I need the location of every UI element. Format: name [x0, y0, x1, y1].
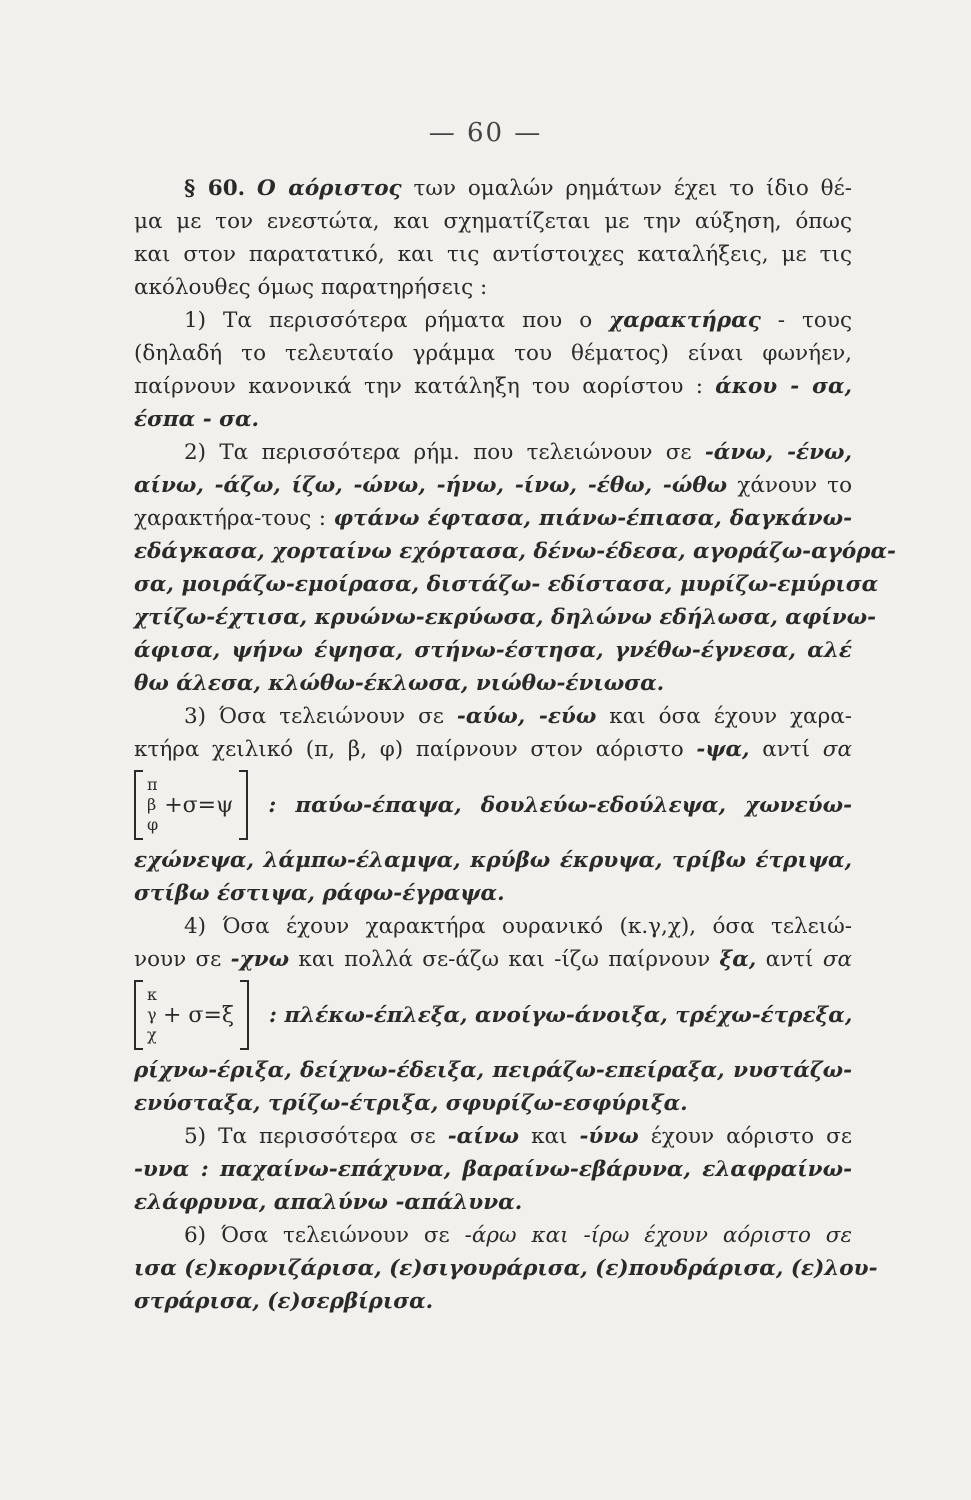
section-number: § 60. [184, 176, 246, 201]
body-text [134, 172, 896, 1318]
labial-bracket [134, 770, 248, 840]
intro-line-2: μα με τον ενεστώτα, και σχηματίζεται με την αύξηση, όπως [134, 209, 852, 234]
rule2-line-4: εδάγκασα, χορταίνω εχόρτασα, δένω-έδεσα, αγοράζω-αγόρα- [134, 539, 896, 564]
rule4-line-1: 4) Όσα έχουν χαρακτήρα ουρανικό (κ.γ,χ), όσα τελειώ- [184, 914, 852, 939]
rule2-line-5: σα, μοιράζω-εμοίρασα, διστάζω- εδίστασα, μυρίζω-εμύρισα [134, 572, 879, 597]
rule2-line-2: αίνω, -άζω, ίζω, -ώνω, -ήνω, -ίνω, -έθω, -ώθω χάνουν το [134, 473, 853, 498]
rule4-formula-row [134, 976, 852, 1054]
intro-line-1: των ομαλών ρημάτων έχει το ίδιο θέ- [413, 176, 853, 201]
bracket-left [134, 980, 143, 1050]
rule3-formula-row [134, 766, 852, 844]
bracket-left [134, 770, 143, 840]
rule4-line-2: νουν σε -χνω και πολλά σε-άζω και -ίζω παίρνουν ξα, αντί σα [134, 947, 853, 972]
section-heading-line [134, 172, 852, 205]
page-number: — 60 — [428, 118, 543, 148]
rule3-list-first: : παύω-έπαψα, δουλεύω-εδούλεψα, χωνεύω- [268, 792, 852, 818]
rule3-line-2: κτήρα χειλικό (π, β, φ) παίρνουν στον αόριστο -ψα, αντί σα [134, 737, 852, 762]
rule5-line-3: ελάφρυνα, απαλύνω -απάλυνα. [134, 1190, 523, 1215]
rule6-line-1: 6) Όσα τελειώνουν σε -άρω και -ίρω έχουν αόριστο σε [184, 1223, 853, 1248]
rule3-line-5: στίβω έστιψα, ράφω-έγραψα. [134, 881, 505, 906]
rule1-line-4: έσπα - σα. [134, 407, 259, 432]
intro-line-3: και στον παρατατικό, και τις αντίστοιχες καταλήξεις, με τις [134, 242, 852, 267]
palatal-formula: + σ=ξ [163, 1002, 234, 1028]
rule2-line-1: 2) Τα περισσότερα ρήμ. που τελειώνουν σε -άνω, -ένω, [184, 440, 852, 465]
rule2-line-8: θω άλεσα, κλώθω-έκλωσα, νιώθω-ένιωσα. [134, 671, 665, 696]
labial-formula: +σ=ψ [164, 792, 234, 818]
rule5-line-1: 5) Τα περισσότερα σε -αίνω και -ύνω έχουν αόριστο σε [184, 1124, 852, 1149]
rule4-list-first: : πλέκω-έπλεξα, ανοίγω-άνοιξα, τρέχω-έτρεξα, [269, 1002, 853, 1028]
rule4-line-4: ρίχνω-έριξα, δείχνω-έδειξα, πειράζω-επείραξα, νυστάζω- [134, 1058, 852, 1083]
rule6-line-3: στράρισα, (ε)σερβίρισα. [134, 1289, 434, 1314]
rule3-line-1: 3) Όσα τελειώνουν σε -αύω, -εύω και όσα έχουν χαρα- [184, 704, 853, 729]
rule2-line-6: χτίζω-έχτισα, κρυώνω-εκρύωσα, δηλώνω εδήλωσα, αφίνω- [134, 605, 877, 630]
rule4-line-5: ενύσταξα, τρίζω-έτριξα, σφυρίζω-εσφύριξα. [134, 1091, 688, 1116]
rule1-line-1: 1) Τα περισσότερα ρήματα που ο χαρακτήρας - τους [184, 308, 852, 333]
rule1-line-2: (δηλαδή το τελευταίο γράμμα του θέματος) είναι φωνήεν, [134, 341, 852, 366]
labial-stack: π β φ [147, 775, 159, 834]
bracket-right [240, 980, 249, 1050]
rule6-line-2: ισα (ε)κορνιζάρισα, (ε)σιγουράρισα, (ε)πουδράρισα, (ε)λου- [134, 1256, 878, 1281]
rule2-line-3: χαρακτήρα-τους : φτάνω έφτασα, πιάνω-έπιασα, δαγκάνω- [134, 506, 852, 531]
rule1-line-3: παίρνουν κανονικά την κατάληξη του αορίστου : άκου - σα, [134, 374, 852, 399]
palatal-stack: κ γ χ [147, 985, 157, 1044]
palatal-bracket [134, 980, 249, 1050]
intro-line-4: ακόλουθες όμως παρατηρήσεις : [134, 275, 488, 300]
section-heading: Ο αόριστος [257, 176, 402, 201]
rule2-line-7: άφισα, ψήνω έψησα, στήνω-έστησα, γνέθω-έγνεσα, αλέ [134, 638, 852, 663]
rule5-line-2: -υνα : παχαίνω-επάχυνα, βαραίνω-εβάρυνα, ελαφραίνω- [134, 1157, 852, 1182]
rule3-line-4: εχώνεψα, λάμπω-έλαμψα, κρύβω έκρυψα, τρίβω έτριψα, [134, 848, 852, 873]
bracket-right [239, 770, 248, 840]
